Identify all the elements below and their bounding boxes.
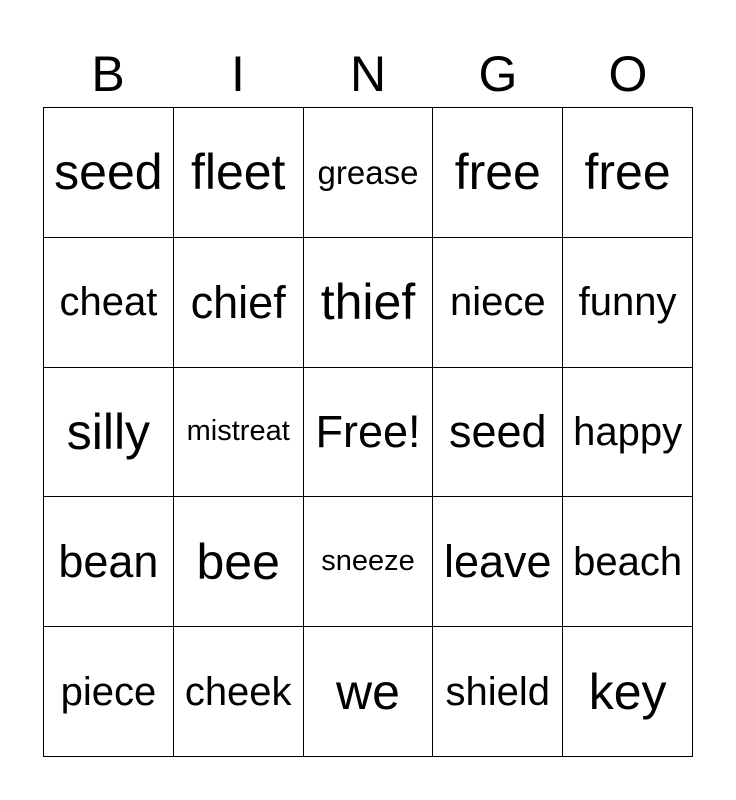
- bingo-cell: niece: [433, 238, 563, 368]
- bingo-cell: mistreat: [174, 368, 304, 498]
- bingo-cell: thief: [304, 238, 434, 368]
- bingo-cell: seed: [44, 108, 174, 238]
- bingo-cell: cheek: [174, 627, 304, 757]
- bingo-cell: funny: [563, 238, 693, 368]
- bingo-card-grid: [43, 107, 693, 757]
- bingo-cell: chief: [174, 238, 304, 368]
- bingo-cell: grease: [304, 108, 434, 238]
- bingo-cell: beach: [563, 497, 693, 627]
- bingo-cell: silly: [44, 368, 174, 498]
- header-letter-o: O: [608, 46, 648, 102]
- header-letter-b: B: [91, 46, 125, 102]
- bingo-cell: free: [433, 108, 563, 238]
- bingo-cell: seed: [433, 368, 563, 498]
- header-letter-i: I: [231, 46, 245, 102]
- bingo-cell: happy: [563, 368, 693, 498]
- bingo-cell: free: [563, 108, 693, 238]
- bingo-cell: bean: [44, 497, 174, 627]
- bingo-cell free-space: Free!: [304, 368, 434, 498]
- bingo-header: [43, 44, 693, 104]
- bingo-cell: sneeze: [304, 497, 434, 627]
- bingo-cell: leave: [433, 497, 563, 627]
- bingo-cell: we: [304, 627, 434, 757]
- bingo-cell: bee: [174, 497, 304, 627]
- bingo-cell: fleet: [174, 108, 304, 238]
- header-letter-g: G: [478, 46, 518, 102]
- bingo-cell: cheat: [44, 238, 174, 368]
- bingo-cell: piece: [44, 627, 174, 757]
- header-letter-n: N: [349, 46, 387, 102]
- bingo-cell: key: [563, 627, 693, 757]
- bingo-cell: shield: [433, 627, 563, 757]
